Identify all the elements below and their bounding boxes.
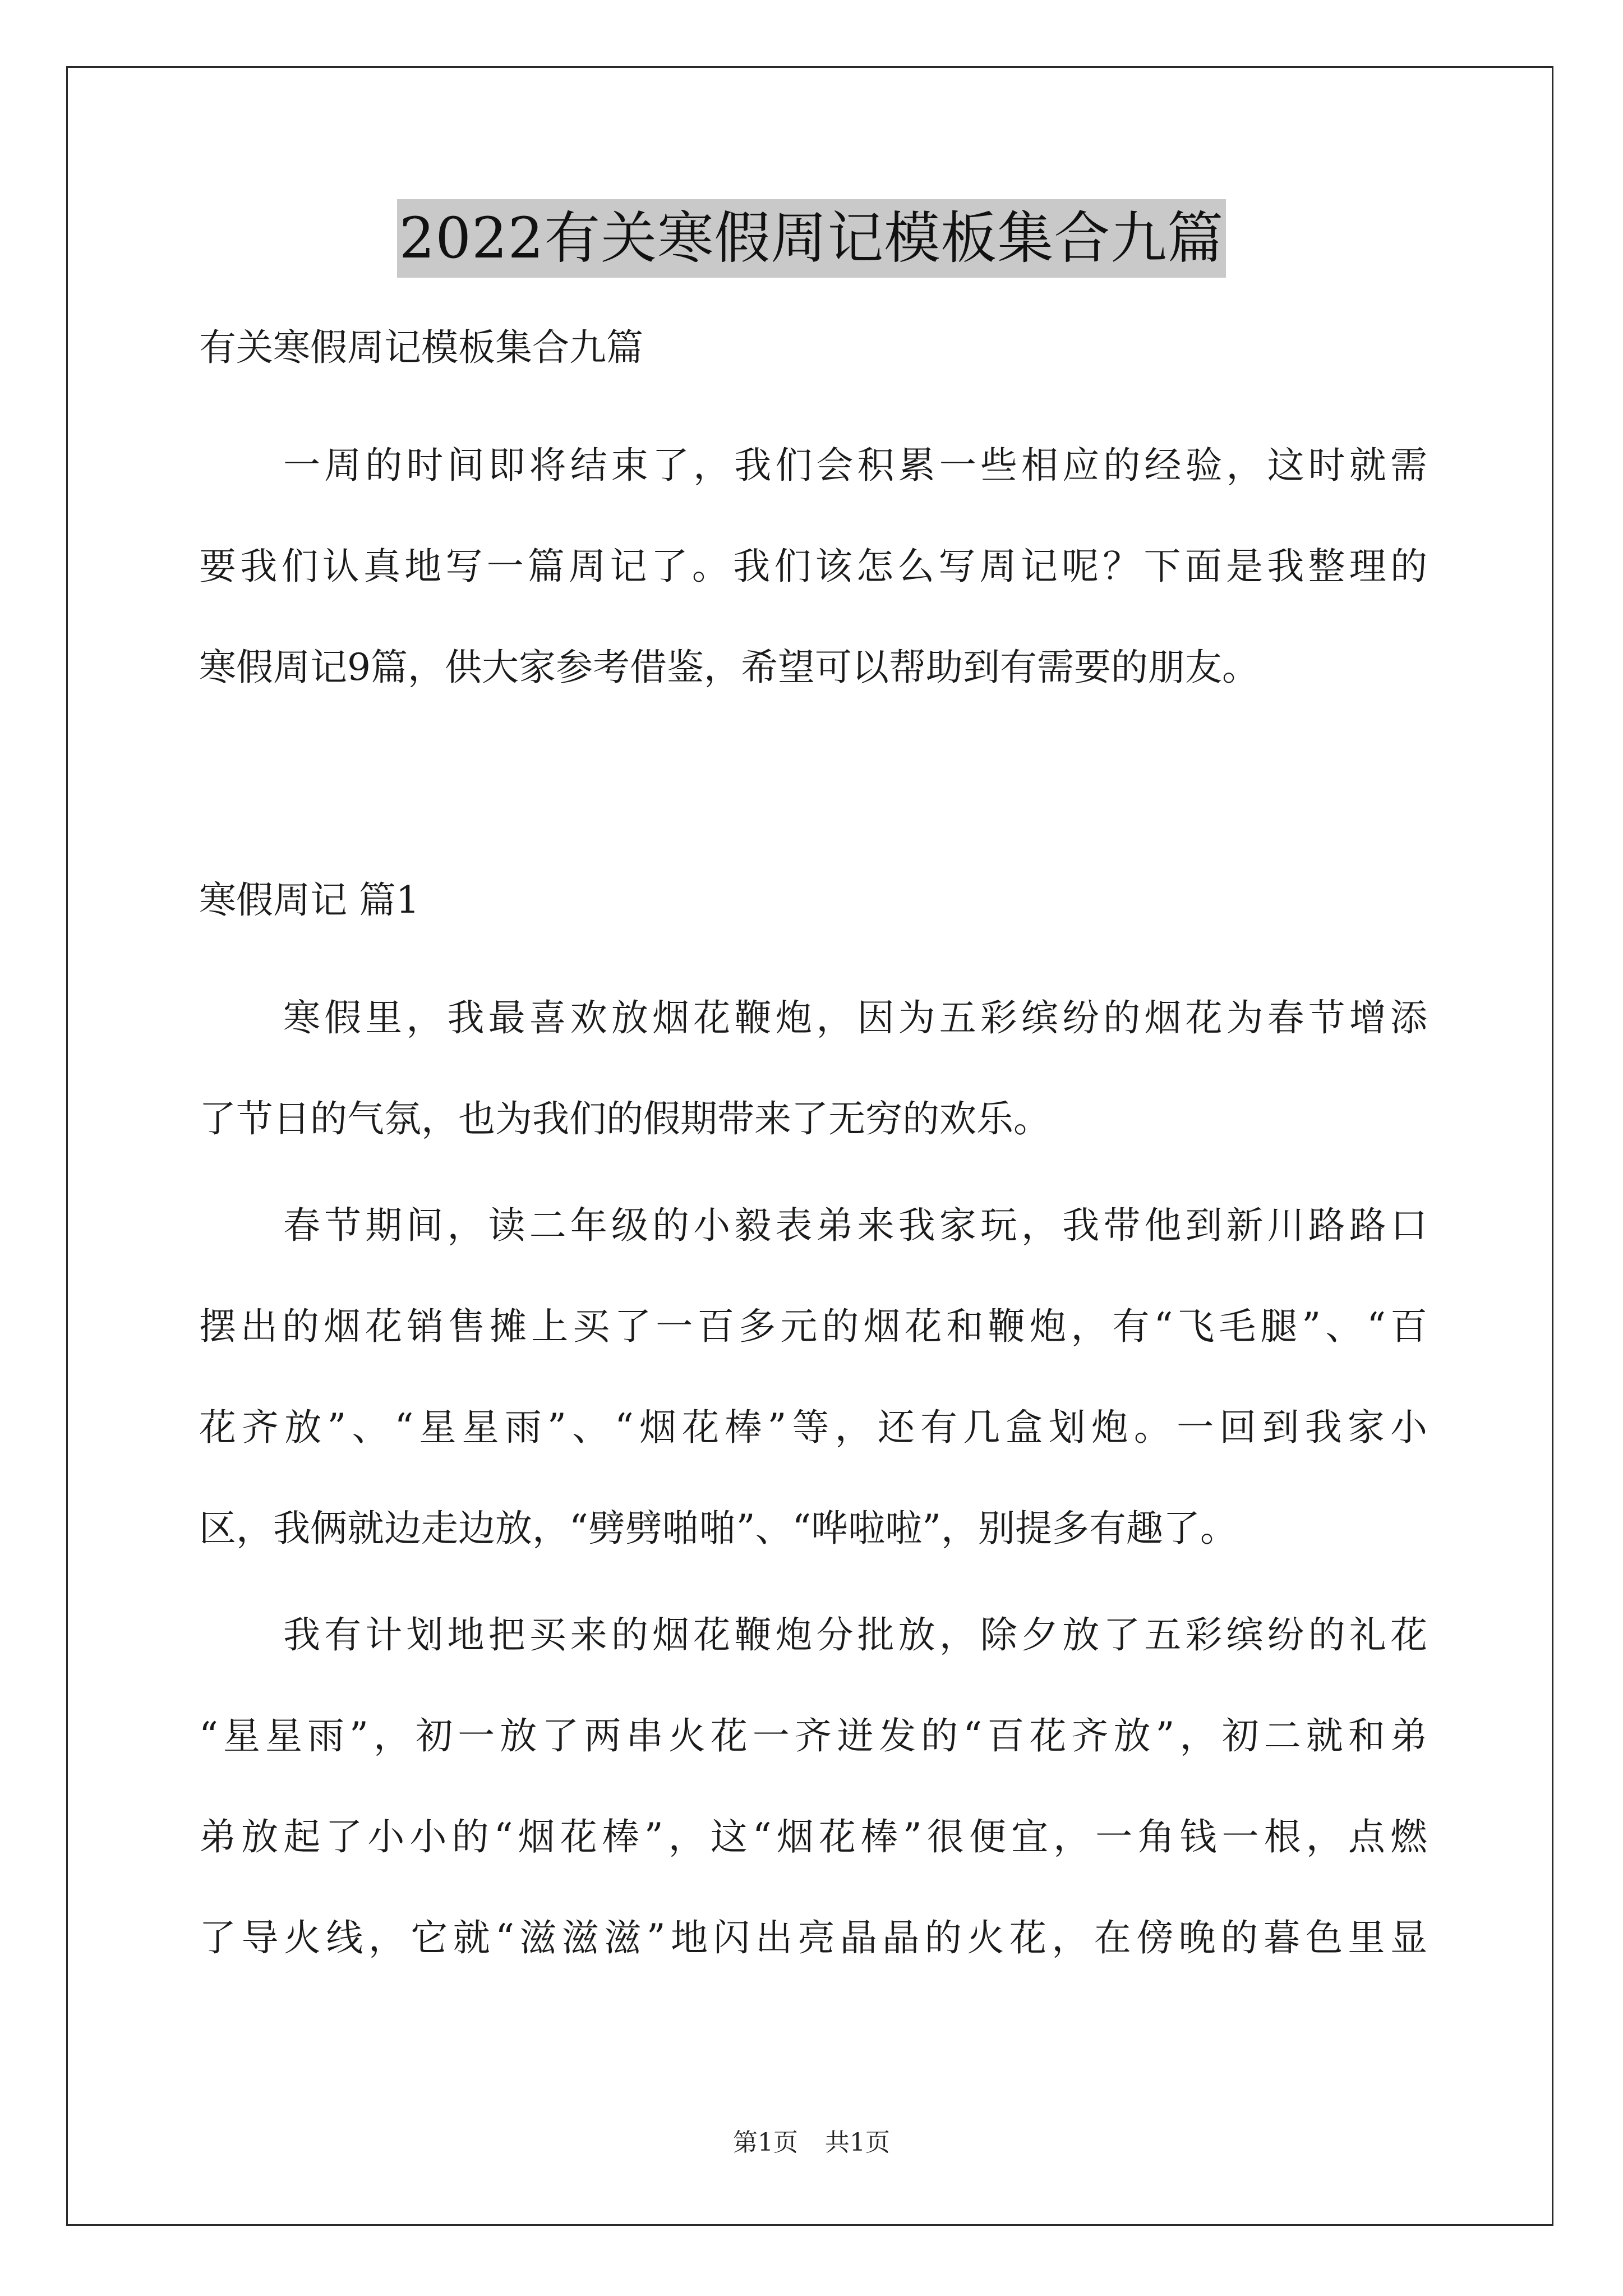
intro-line-3: 寒假周记9篇，供大家参考借鉴，希望可以帮助到有需要的朋友。: [199, 646, 1259, 689]
intro-line-1: 一周的时间即将结束了，我们会积累一些相应的经验，这时就需: [283, 444, 1427, 487]
subtitle-line: 有关寒假周记模板集合九篇: [199, 326, 643, 369]
title-container: [0, 199, 1623, 278]
para3-line-3: 弟放起了小小的“烟花棒”，这“烟花棒”很便宜，一角钱一根，点燃: [199, 1815, 1427, 1858]
page-border: [66, 66, 1553, 2226]
para3-line-2: “星星雨”，初一放了两串火花一齐迸发的“百花齐放”，初二就和弟: [199, 1714, 1427, 1757]
para3-line-4: 了导火线，它就“滋滋滋”地闪出亮晶晶的火花，在傍晚的暮色里显: [199, 1916, 1427, 1959]
para2-line-2: 摆出的烟花销售摊上买了一百多元的烟花和鞭炮，有“飞毛腿”、“百: [199, 1305, 1427, 1348]
page-number: 第1页: [733, 2128, 798, 2157]
para2-line-3: 花齐放”、“星星雨”、“烟花棒”等，还有几盒划炮。一回到我家小: [199, 1406, 1427, 1449]
section-heading-1: 寒假周记 篇1: [199, 878, 419, 922]
document-title: 2022有关寒假周记模板集合九篇: [397, 199, 1227, 278]
page-total: 共1页: [825, 2128, 890, 2157]
intro-line-2: 要我们认真地写一篇周记了。我们该怎么写周记呢？下面是我整理的: [199, 545, 1427, 588]
page-footer: [0, 2126, 1623, 2160]
para1-line-1: 寒假里，我最喜欢放烟花鞭炮，因为五彩缤纷的烟花为春节增添: [283, 996, 1427, 1039]
para1-line-2: 了节日的气氛，也为我们的假期带来了无穷的欢乐。: [199, 1097, 1050, 1140]
para2-line-1: 春节期间，读二年级的小毅表弟来我家玩，我带他到新川路路口: [283, 1204, 1427, 1247]
para2-line-4: 区，我俩就边走边放，“劈劈啪啪”、“哗啦啦”，别提多有趣了。: [199, 1507, 1237, 1550]
para3-line-1: 我有计划地把买来的烟花鞭炮分批放，除夕放了五彩缤纷的礼花: [283, 1613, 1427, 1657]
